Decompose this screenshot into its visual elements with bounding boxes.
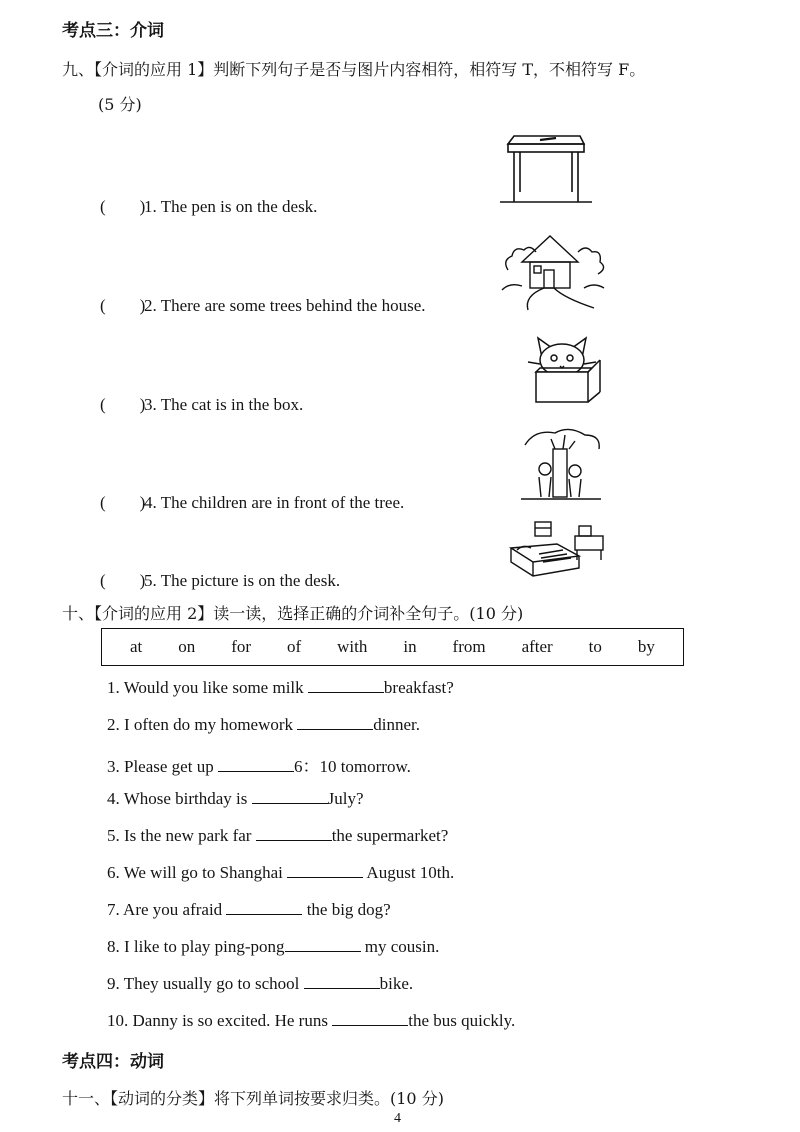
question-10-title: 十、【介词的应用 2】读一读，选择正确的介词补全句子。(10 分) (62, 604, 524, 623)
q9-item-text: 4. The children are in front of the tree. (144, 493, 405, 512)
q10-sentence-9 (107, 974, 413, 994)
page-number: 4 (394, 1111, 401, 1126)
sentence-text: 8. I like to play ping-pong (107, 937, 285, 956)
word-bank-word: for (231, 637, 252, 656)
answer-paren[interactable]: ( ) (100, 296, 146, 315)
q9-item-text: 5. The picture is on the desk. (144, 571, 341, 590)
q10-sentence-7 (107, 900, 391, 920)
sentence-text: July? (327, 789, 364, 808)
answer-blank[interactable] (332, 1011, 408, 1026)
sentence-text: 6：10 tomorrow. (293, 757, 411, 776)
sentence-text: the supermarket? (331, 826, 449, 845)
word-bank-word: on (178, 637, 196, 656)
sentence-text: 5. Is the new park far (107, 826, 256, 845)
question-9-score: (5 分) (98, 95, 142, 114)
q10-sentence-8 (107, 937, 439, 957)
q9-item-text: 2. There are some trees behind the house. (144, 296, 426, 315)
answer-paren[interactable]: ( ) (100, 197, 146, 216)
word-bank-word: after (521, 637, 553, 656)
q9-item-text: 1. The pen is on the desk. (144, 197, 318, 216)
children-behind-tree-illustration (515, 425, 605, 505)
answer-blank[interactable] (256, 826, 332, 841)
word-bank-word: with (337, 637, 368, 656)
q10-sentence-2 (107, 715, 420, 735)
sentence-text: August 10th. (363, 863, 455, 882)
answer-blank[interactable] (297, 715, 373, 730)
q10-sentence-5 (107, 826, 448, 846)
sentence-text: 9. They usually go to school (107, 974, 304, 993)
section-heading: 考点四：动词 (62, 1052, 164, 1072)
sentence-text: 7. Are you afraid (107, 900, 227, 919)
q10-sentence-10 (107, 1011, 515, 1031)
question-11-title: 十一、【动词的分类】将下列单词按要求归类。(10 分) (62, 1089, 444, 1108)
answer-blank[interactable] (285, 937, 361, 952)
answer-paren[interactable]: ( ) (100, 395, 146, 414)
sentence-text: 3. Please get up (107, 757, 218, 776)
q10-sentence-4 (107, 789, 364, 809)
word-bank-box (101, 628, 684, 666)
sentence-text: breakfast? (383, 678, 454, 697)
section-heading: 考点三：介词 (62, 21, 164, 41)
q9-item-4 (100, 488, 404, 513)
q10-sentence-3 (107, 752, 411, 777)
sentence-text: dinner. (373, 715, 421, 734)
sentence-text: 10. Danny is so excited. He runs (107, 1011, 333, 1030)
cat-in-box-illustration (520, 330, 604, 404)
word-bank-word: at (129, 637, 143, 656)
answer-blank[interactable] (252, 789, 328, 804)
answer-blank[interactable] (218, 757, 294, 772)
word-bank-word: from (452, 637, 486, 656)
q9-item-2 (100, 291, 426, 316)
answer-paren[interactable]: ( ) (100, 571, 146, 590)
word-bank-word: by (637, 637, 655, 656)
answer-paren[interactable]: ( ) (100, 493, 146, 512)
answer-blank[interactable] (287, 863, 363, 878)
sentence-text: 2. I often do my homework (107, 715, 298, 734)
house-with-trees-illustration (500, 226, 608, 314)
sentence-text: my cousin. (360, 937, 440, 956)
sentence-text: 6. We will go to Shanghai (107, 863, 288, 882)
sentence-text: the bus quickly. (408, 1011, 516, 1030)
word-bank-word: in (403, 637, 417, 656)
question-9-title: 九、【介词的应用 1】判断下列句子是否与图片内容相符，相符写 T，不相符写 F。 (62, 60, 646, 79)
sentence-text: the big dog? (302, 900, 391, 919)
q9-item-5 (100, 566, 340, 591)
answer-blank[interactable] (226, 900, 302, 915)
q10-sentence-6 (107, 863, 454, 883)
q10-sentence-1 (107, 678, 454, 698)
q9-item-3 (100, 390, 303, 415)
answer-blank[interactable] (308, 678, 384, 693)
sentence-text: 4. Whose birthday is (107, 789, 252, 808)
sentence-text: bike. (379, 974, 414, 993)
answer-blank[interactable] (304, 974, 380, 989)
word-bank-word: to (588, 637, 602, 656)
bedroom-with-picture-illustration (505, 518, 609, 580)
q9-item-1 (100, 192, 317, 217)
q9-item-text: 3. The cat is in the box. (144, 395, 304, 414)
desk-with-pen-illustration (500, 130, 592, 210)
word-bank-word: of (287, 637, 302, 656)
sentence-text: 1. Would you like some milk (107, 678, 308, 697)
